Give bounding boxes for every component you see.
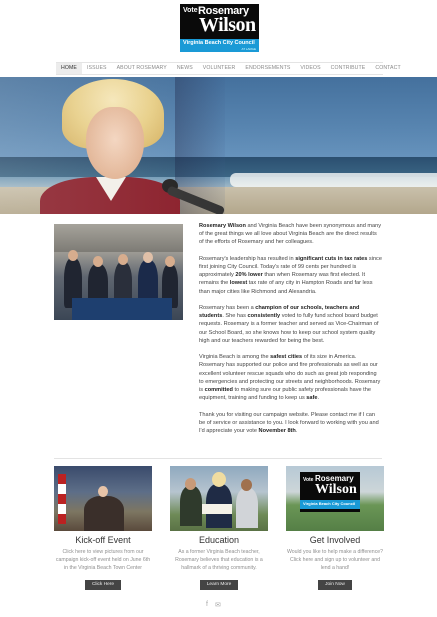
learn-more-button[interactable]: Learn More xyxy=(200,580,239,590)
education-image[interactable] xyxy=(170,466,268,531)
logo-subtitle: Virginia Beach City Council xyxy=(183,40,255,46)
sign-subtitle: Virginia Beach City Council xyxy=(303,501,356,506)
text: . xyxy=(317,395,320,402)
nav-issues[interactable]: ISSUES xyxy=(86,65,107,71)
logo-vote-text: Vote xyxy=(183,7,198,14)
bold-text: safest cities xyxy=(270,354,303,361)
crowd xyxy=(84,496,124,531)
paragraph-thanks xyxy=(199,411,382,436)
logo-tagline: AT LARGE xyxy=(241,47,256,51)
paragraph-taxes xyxy=(199,255,382,296)
main-nav xyxy=(56,62,401,75)
card-education xyxy=(170,466,268,590)
email-icon[interactable]: ✉ xyxy=(214,602,221,609)
social-links xyxy=(206,601,221,609)
nav-volunteer[interactable]: VOLUNTEER xyxy=(202,65,236,71)
section-divider xyxy=(54,458,382,459)
text: . xyxy=(295,428,298,435)
sign-vote-text: Vote xyxy=(303,477,314,483)
yard-sign xyxy=(300,472,360,512)
nav-videos[interactable]: VIDEOS xyxy=(300,65,321,71)
bold-name: Rosemary Wilson xyxy=(199,223,246,229)
text: to making sure our public safety professionals have the equipment, training and funding to keep us xyxy=(199,387,371,402)
text: Thank you for visiting our campaign website. Please contact me if I can be of service or assistance to you. I look forward to working with you and I'd appreciate your vote xyxy=(199,411,379,435)
sign-last-name: Wilson xyxy=(315,482,357,497)
paragraph-schools xyxy=(199,304,382,345)
bold-text: champion of our schools, teachers and students xyxy=(199,305,360,320)
book xyxy=(202,504,232,514)
photo-face xyxy=(68,250,78,261)
text: since first joining City Council. Today's rate of 99 cents per hundred is approximately xyxy=(199,255,382,279)
speaker-face xyxy=(98,486,108,497)
kickoff-image[interactable] xyxy=(54,466,152,531)
card-description: As a former Virginia Beach teacher, Rosemary believes that education is a hallmark of a thriving community. xyxy=(175,549,263,571)
photo-face xyxy=(143,252,153,263)
nav-about[interactable]: ABOUT ROSEMARY xyxy=(116,65,167,71)
child-figure xyxy=(236,488,258,528)
photo-ceiling xyxy=(54,224,183,252)
sign-first-name: Rosemary xyxy=(315,474,354,483)
nav-endorsements[interactable]: ENDORSEMENTS xyxy=(245,65,291,71)
flag-icon xyxy=(58,474,66,524)
card-kickoff xyxy=(54,466,152,590)
nav-contact[interactable]: CONTACT xyxy=(375,65,401,71)
bold-text: 20% lower xyxy=(235,272,263,279)
main-content xyxy=(199,222,382,443)
child-figure xyxy=(180,486,202,526)
bold-text: safe xyxy=(306,395,318,402)
bold-text: consistently xyxy=(247,313,281,320)
join-now-button[interactable]: Join Now xyxy=(318,580,352,590)
card-title: Kick-off Event xyxy=(75,535,131,545)
nav-home[interactable]: HOME xyxy=(56,63,82,74)
child-face xyxy=(241,479,252,491)
hero-banner xyxy=(0,77,437,214)
photo-face xyxy=(118,254,128,265)
text: Virginia Beach is among the xyxy=(199,354,271,361)
card-title: Education xyxy=(198,535,240,545)
card-description: Would you like to help make a difference? Click here and sign up to volunteer and lend a hand! xyxy=(286,549,384,571)
facebook-icon[interactable]: f xyxy=(206,601,208,608)
child-face xyxy=(185,478,196,490)
signing-photo xyxy=(54,224,183,320)
text: than when Rosemary was first elected. It remains the xyxy=(199,272,366,287)
card-title: Get Involved xyxy=(309,535,361,545)
text: Rosemary has been a xyxy=(199,305,256,311)
bold-text: significant cuts in tax rates xyxy=(295,255,368,262)
bold-text: November 8th xyxy=(258,428,296,435)
rosemary-face xyxy=(212,472,226,487)
card-description: Click here to view pictures from our campaign kick-off event held on June 6th in the Virginia Beach Town Center xyxy=(55,549,151,571)
text: tax rate of any city in Hampton Roads and far less than major cities like Richmond and Alexandria. xyxy=(199,280,373,295)
text: . She has xyxy=(222,313,248,320)
photo-table xyxy=(72,298,172,320)
logo-first-name: Rosemary xyxy=(198,5,249,17)
text: voted to fully fund school board budget requests. Rosemary is a former teacher and served as Vice-Chairman of our School Board, so she knows how to keep our school system quality high and our teachers rewarded for being the best. xyxy=(199,313,379,344)
bold-text: lowest xyxy=(229,280,248,287)
hero-overlay xyxy=(0,77,230,214)
text: Rosemary's leadership has resulted in xyxy=(199,255,296,262)
photo-face xyxy=(165,256,175,267)
paragraph-safety xyxy=(199,353,382,402)
campaign-logo[interactable] xyxy=(180,4,259,52)
nav-contribute[interactable]: CONTRIBUTE xyxy=(330,65,366,71)
card-get-involved xyxy=(286,466,384,590)
photo-face xyxy=(93,256,103,267)
text: of its size in America. Rosemary has supported our police and fire professionals as well as our excellent volunteer rescue squads who do such as great job responding to emergencies and protecting our streets and neighborhoods. Rosemary is xyxy=(199,354,381,394)
hero-surf xyxy=(230,173,437,187)
nav-news[interactable]: NEWS xyxy=(176,65,193,71)
click-here-button[interactable]: Click Here xyxy=(85,580,121,590)
text: and Virginia Beach have been synonymous and many of the great things we all love about Virginia Beach are the direct results of the efforts of Rosemary and her colleagues. xyxy=(199,223,382,246)
paragraph-intro xyxy=(199,222,382,247)
yard-sign-image[interactable] xyxy=(286,466,384,531)
bold-text: committed xyxy=(204,387,233,394)
logo-last-name: Wilson xyxy=(199,14,256,36)
